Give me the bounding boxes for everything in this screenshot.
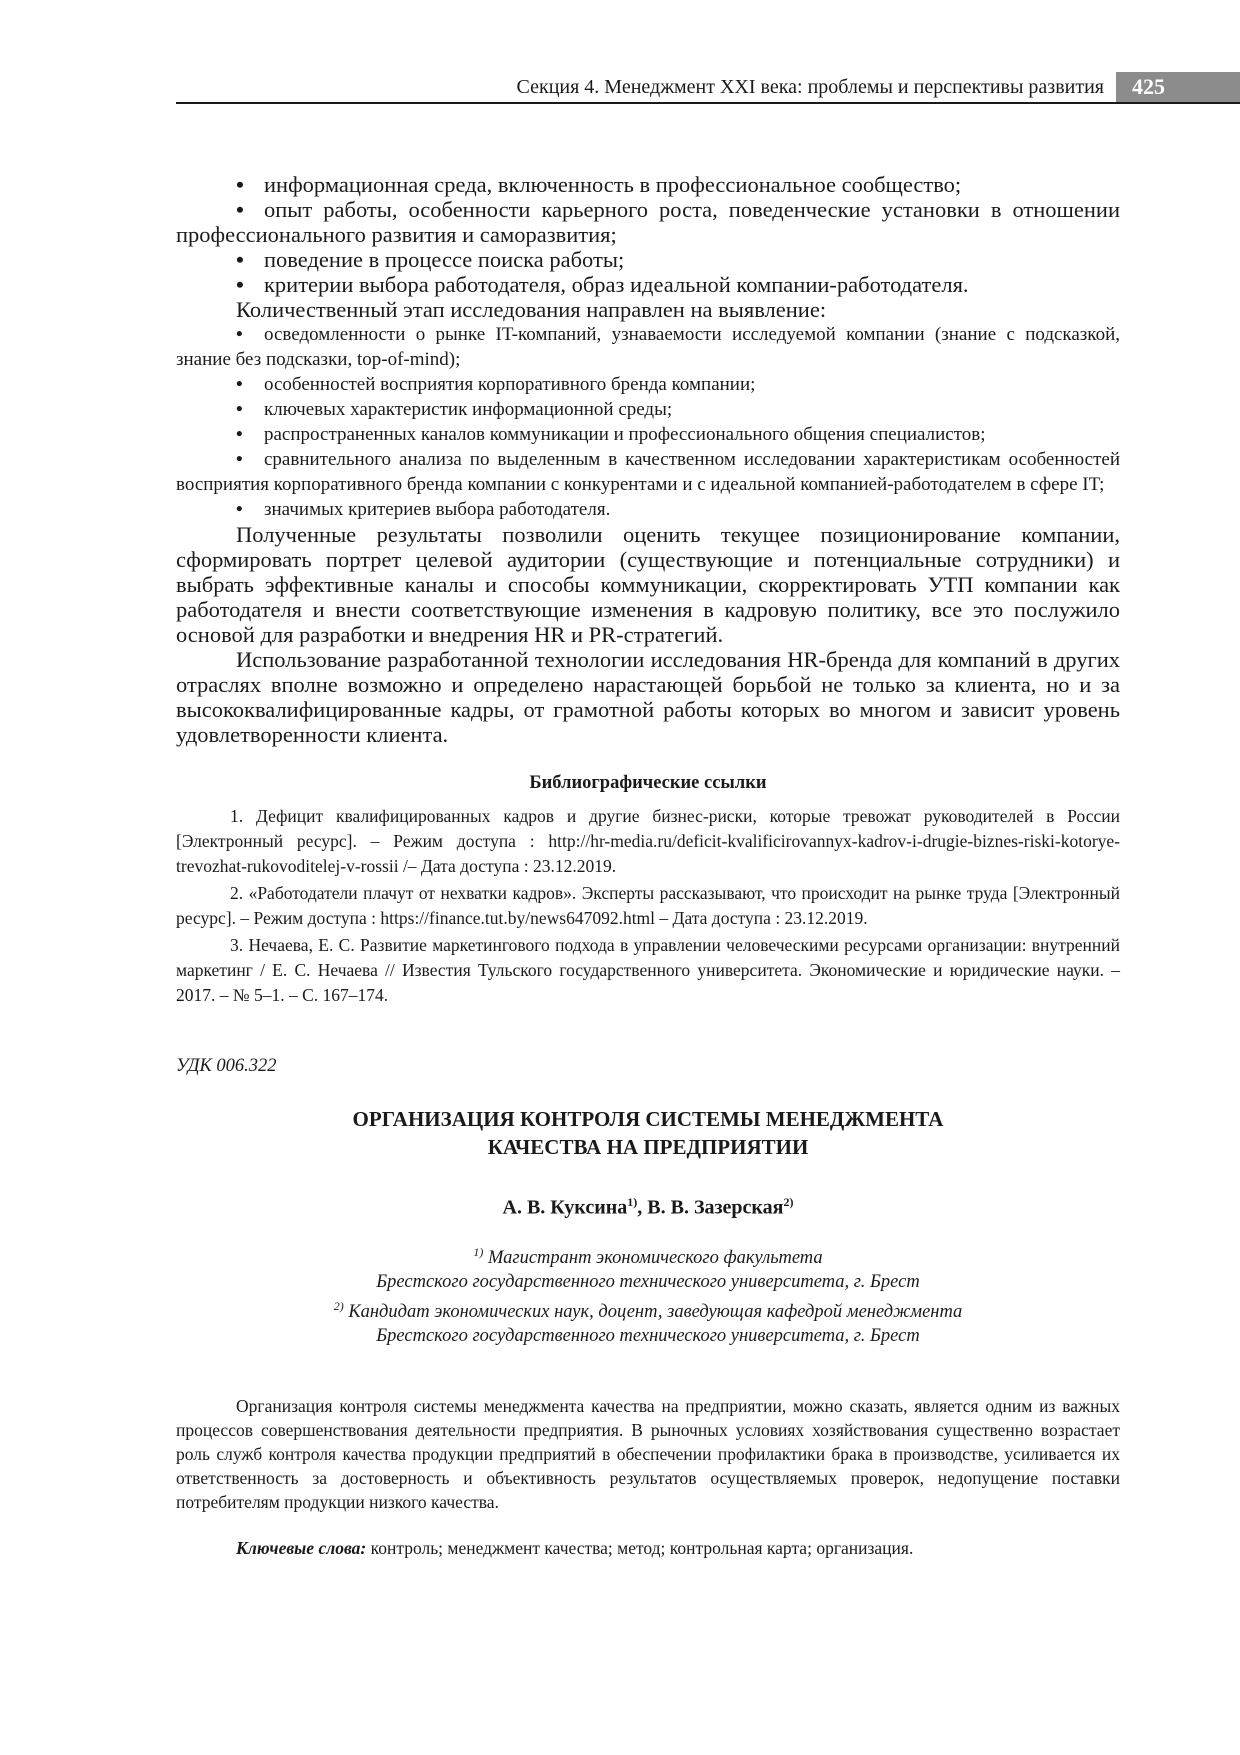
- quantitative-bullets: [176, 322, 1120, 522]
- reference-item: 2. «Работодатели плачут от нехватки кадров». Эксперты рассказывают, что происходит на рынке труда [Электронный ресурс]. – Режим доступа : https://finance.tut.by/news647092.html – Дата доступа : 23.12.2019.: [176, 883, 1120, 928]
- list-item: • ключевых характеристик информационной среды;: [176, 397, 1120, 422]
- header-rule: [176, 102, 1240, 104]
- bibliography-title: Библиографические ссылки: [529, 773, 767, 793]
- qualitative-bullets: [176, 172, 1120, 297]
- article-title: [176, 1105, 1120, 1161]
- affiliation-text: Магистрант экономического факультета: [487, 1247, 823, 1268]
- list-item: • распространенных каналов коммуникации и профессионального общения специалистов;: [176, 422, 1120, 447]
- author-separator: ,: [637, 1196, 648, 1219]
- page-number: 425: [1116, 72, 1240, 102]
- keywords-label: Ключевые слова:: [236, 1537, 367, 1558]
- affiliation-line: [176, 1294, 1120, 1324]
- reference-item: 3. Нечаева, Е. С. Развитие маркетингового подхода в управлении человеческими ресурсами организации: внутренний маркетинг / Е. С. Нечаева // Известия Тульского государственного университета. Экономические и юридические науки. – 2017. – № 5–1. – С. 167–174.: [176, 935, 1120, 1005]
- affiliation-line: Брестского государственного технического университета, г. Брест: [376, 1271, 920, 1292]
- conclusion-paragraph: Использование разработанной технологии исследования HR-бренда для компаний в других отраслях вполне возможно и определено нарастающей борьбой не только за клиента, но и за высококвалифицированные кадры, от грамотной работы которых во многом и зависит уровень удовлетворенности клиента.: [176, 647, 1120, 747]
- list-item: • сравнительного анализа по выделенным в качественном исследовании характеристикам особенностей восприятия корпоративного бренда компании с конкурентами и с идеальной компанией-работодателем в сфере IT;: [176, 447, 1120, 497]
- page-content: [176, 172, 1120, 1560]
- author-mark: 2): [783, 1195, 794, 1209]
- keywords-text: контроль; менеджмент качества; метод; контрольная карта; организация.: [366, 1537, 914, 1558]
- section-title: Секция 4. Менеджмент XXI века: проблемы и перспективы развития: [516, 76, 1104, 98]
- affiliation-text: Кандидат экономических наук, доцент, заведующая кафедрой менеджмента: [348, 1301, 963, 1322]
- list-item: • поведение в процессе поиска работы;: [176, 247, 1120, 272]
- list-item: • особенностей восприятия корпоративного бренда компании;: [176, 372, 1120, 397]
- article-title-line: КАЧЕСТВА НА ПРЕДПРИЯТИИ: [487, 1135, 809, 1159]
- affiliation-mark: 1): [473, 1244, 484, 1259]
- author-name: В. В. Зазерская: [647, 1196, 784, 1219]
- list-item: • значимых критериев выбора работодателя.: [176, 497, 1120, 522]
- running-header: [176, 72, 1240, 104]
- udk-code: УДК 006.322: [176, 1056, 277, 1076]
- abstract: Организация контроля системы менеджмента качества на предприятии, можно сказать, является одним из важных процессов совершенствования деятельности предприятия. В рыночных условиях хозяйствования существенно возрастает роль служб контроля качества продукции предприятий в обеспечении профилактики брака в производстве, усиливается их ответственность за достоверность и объективность результатов осуществляемых проверок, недопущение поставки потребителям продукции низкого качества.: [176, 1395, 1120, 1512]
- list-item: • критерии выбора работодателя, образ идеальной компании-работодателя.: [176, 272, 1120, 297]
- author-name: А. В. Куксина: [502, 1196, 628, 1219]
- results-paragraph: Полученные результаты позволили оценить текущее позиционирование компании, сформировать портрет целевой аудитории (существующие и потенциальные сотрудники) и выбрать эффективные каналы и способы коммуникации, скорректировать УТП компании как работодателя и внести соответствующие изменения в кадровую политику, все это послужило основой для разработки и внедрения HR и PR-стратегий.: [176, 522, 1120, 647]
- author-mark: 1): [627, 1195, 638, 1209]
- affiliation-mark: 2): [333, 1298, 344, 1313]
- authors: [176, 1195, 1120, 1220]
- list-item: • информационная среда, включенность в профессиональное сообщество;: [176, 172, 1120, 197]
- quant-intro: Количественный этап исследования направлен на выявление:: [236, 297, 827, 322]
- affiliations: [176, 1240, 1120, 1348]
- reference-item: 1. Дефицит квалифицированных кадров и другие бизнес-риски, которые тревожат руководителей в России [Электронный ресурс]. – Режим доступа : http://hr-media.ru/deficit-kvalificirovannyx-kadrov-i-drugie-biznes-riski-kotorye-trevozhat-rukovoditelej-v-rossii /– Дата доступа : 23.12.2019.: [176, 806, 1120, 876]
- list-item: • опыт работы, особенности карьерного роста, поведенческие установки в отношении профессионального развития и саморазвития;: [176, 197, 1120, 247]
- keywords: [176, 1536, 1120, 1560]
- list-item: • осведомленности о рынке IT-компаний, узнаваемости исследуемой компании (знание с подсказкой, знание без подсказки, top-of-mind);: [176, 322, 1120, 372]
- article-title-line: ОРГАНИЗАЦИЯ КОНТРОЛЯ СИСТЕМЫ МЕНЕДЖМЕНТА: [352, 1107, 944, 1131]
- affiliation-line: [176, 1240, 1120, 1270]
- affiliation-line: Брестского государственного технического университета, г. Брест: [376, 1325, 920, 1346]
